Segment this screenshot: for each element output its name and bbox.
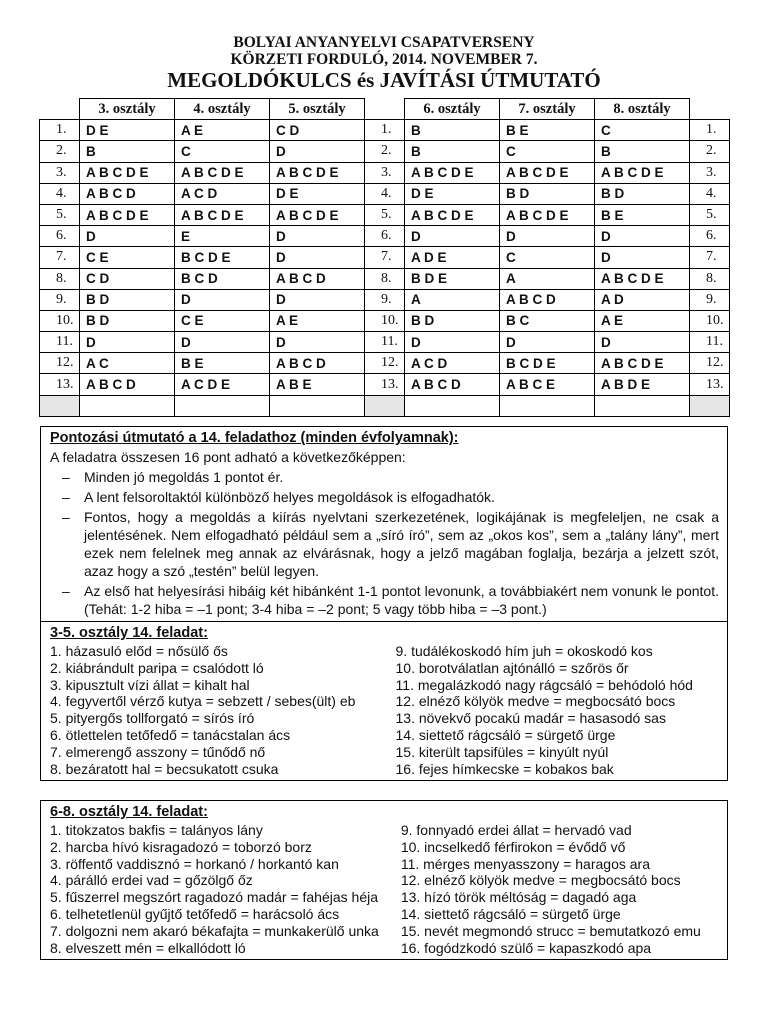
question-number: 8.: [365, 268, 405, 289]
question-number: 10.: [365, 310, 405, 331]
column-header: 7. osztály: [500, 99, 595, 120]
question-number: 4.: [365, 183, 405, 204]
answer-cell: D: [595, 247, 690, 268]
table-row: [40, 289, 365, 310]
question-number: 8.: [690, 268, 730, 289]
table-row: [365, 289, 730, 310]
answer-cell: D: [270, 141, 365, 162]
answer-cell: A B C D: [270, 268, 365, 289]
table-row: [365, 141, 730, 162]
question-number: 5.: [690, 204, 730, 225]
answer-cell: D: [500, 226, 595, 247]
table-row: [40, 120, 365, 141]
answer-cell: B C D E: [500, 353, 595, 374]
answer-cell: B: [595, 141, 690, 162]
answer-item: 1. titokzatos bakfis = talányos lány: [50, 822, 263, 838]
bullet-dash: –: [62, 583, 70, 599]
answer-cell: A B C D: [80, 183, 175, 204]
scoring-rule: [50, 488, 719, 506]
empty-cell: [500, 395, 595, 416]
question-number: 7.: [40, 247, 80, 268]
question-number: 12.: [690, 353, 730, 374]
question-number: 7.: [365, 247, 405, 268]
answer-item: 3. kipusztult vízi állat = kihalt hal: [50, 676, 250, 693]
table-row: [40, 226, 365, 247]
question-number: 6.: [40, 226, 80, 247]
answer-cell: A B C D: [405, 374, 500, 395]
answer-cell: C: [500, 247, 595, 268]
answer-item: 4. fegyvertől vérző kutya = sebzett / sebes(ült) eb: [50, 693, 356, 710]
answer-item: 1. házasuló előd = nősülő ős: [50, 643, 228, 659]
grades-6-8-box: [40, 800, 728, 960]
empty-cell: [405, 395, 500, 416]
question-number: 5.: [365, 204, 405, 225]
question-number: 12.: [40, 353, 80, 374]
table-row: [365, 332, 730, 353]
bullet-dash: –: [62, 469, 70, 485]
question-number: 2.: [40, 141, 80, 162]
table-row: [40, 332, 365, 353]
answer-item: 12. elnéző kölyök medve = megbocsátó bocs: [400, 872, 681, 889]
answer-cell: A B C D E: [270, 204, 365, 225]
table-row: [40, 353, 365, 374]
answer-cell: D: [500, 332, 595, 353]
answer-cell: B: [405, 120, 500, 141]
answer-cell: D: [595, 226, 690, 247]
answer-cell: B D: [405, 310, 500, 331]
answer-item: 9. tudálékoskodó hím juh = okoskodó kos: [395, 643, 653, 659]
answer-cell: B C D: [175, 268, 270, 289]
question-number: 12.: [365, 353, 405, 374]
grades-6-8-left-column: [50, 822, 379, 956]
column-header: 5. osztály: [270, 99, 365, 120]
table-row: [365, 183, 730, 204]
empty-cell: [595, 395, 690, 416]
answer-item: 3. röffentő vaddisznó = horkanó / horkantó kan: [50, 855, 339, 872]
question-number: 3.: [690, 162, 730, 183]
answer-item: 11. mérges menyasszony = haragos ara: [400, 855, 650, 872]
answer-cell: D: [595, 332, 690, 353]
question-number: 3.: [40, 162, 80, 183]
table-row: [40, 183, 365, 204]
question-number: 9.: [40, 289, 80, 310]
answer-cell: B D E: [405, 268, 500, 289]
answer-cell: D: [270, 289, 365, 310]
scoring-rule-text: Az első hat helyesírási hibáig két hibánként 1-1 pontot levonunk, a továbbiakért nem vonunk le pontot. (Tehát: 1-2 hiba = –1 pont; 3-4 hiba = –2 pont; 5 vagy több hiba = –3 pont.): [84, 583, 719, 617]
answer-item: 6. ötlettelen tetőfedő = tanácstalan ács: [50, 726, 291, 743]
grades-3-5-left-column: [50, 643, 374, 777]
answer-cell: A B E: [270, 374, 365, 395]
answer-item: 7. dolgozni nem akaró békafajta = munkakerülő unka: [50, 922, 379, 939]
scoring-rule: [50, 582, 719, 618]
answer-cell: D: [80, 226, 175, 247]
grades-6-8-section: [41, 801, 727, 959]
answer-item: 16. fejes hímkecske = kobakos bak: [395, 760, 614, 777]
answer-cell: D: [175, 289, 270, 310]
answer-cell: C: [500, 141, 595, 162]
answer-item: 9. fonnyadó erdei állat = hervadó vad: [400, 822, 632, 838]
competition-name: BOLYAI ANYANYELVI CSAPATVERSENY: [233, 34, 535, 51]
answer-cell: A B C D E: [80, 204, 175, 225]
column-header: 3. osztály: [80, 99, 175, 120]
answer-item: 16. fogódzkodó szülő = kapaszkodó apa: [400, 939, 652, 956]
question-number: 13.: [365, 374, 405, 395]
grades-3-5-title: 3-5. osztály 14. feladat:: [50, 625, 208, 641]
scoring-rule-text: Minden jó megoldás 1 pontot ér.: [84, 469, 284, 485]
column-header: 4. osztály: [175, 99, 270, 120]
table-header-row: [40, 99, 365, 120]
answer-cell: A B C D E: [270, 162, 365, 183]
answer-item: 13. növekvő pocakú madár = hasasodó sas: [395, 710, 666, 727]
empty-cell: [175, 395, 270, 416]
answer-item: 7. elmerengő asszony = tűnődő nő: [50, 743, 266, 760]
grades-6-8-right-column: [379, 822, 719, 956]
scoring-rule: [50, 508, 719, 580]
header-spacer: [40, 99, 80, 120]
table-empty-row: [365, 395, 730, 416]
answer-item: 2. harcba hívó kisragadozó = toborzó borz: [50, 838, 312, 855]
question-number: 4.: [690, 183, 730, 204]
question-number: 11.: [690, 332, 730, 353]
answer-cell: B D: [80, 289, 175, 310]
answer-cell: C: [175, 141, 270, 162]
answer-key-table-grades-6-8: [364, 98, 730, 417]
bullet-dash: –: [62, 509, 70, 525]
answer-cell: A B C D E: [175, 162, 270, 183]
answer-cell: A B C D: [80, 374, 175, 395]
question-number: 4.: [40, 183, 80, 204]
question-number: 1.: [690, 120, 730, 141]
scoring-rule-text: A lent felsoroltaktól különböző helyes megoldások is elfogadhatók.: [84, 489, 495, 505]
answer-cell: C D: [270, 120, 365, 141]
answer-cell: B E: [595, 204, 690, 225]
question-number: 13.: [40, 374, 80, 395]
answer-item: 5. pityergős tollforgató = sírós író: [50, 710, 255, 727]
answer-item: 8. bezáratott hal = becsukatott csuka: [50, 760, 279, 777]
answer-cell: A B C D E: [405, 162, 500, 183]
answer-cell: A B C D E: [595, 353, 690, 374]
table-header-row: [365, 99, 730, 120]
answer-cell: A B C E: [500, 374, 595, 395]
answer-item: 13. hízó török méltóság = dagadó aga: [400, 889, 637, 906]
question-number: 6.: [365, 226, 405, 247]
answer-cell: B D: [595, 183, 690, 204]
answer-cell: C E: [80, 247, 175, 268]
answer-cell: A B C D: [500, 289, 595, 310]
answer-cell: A B C D E: [405, 204, 500, 225]
answer-cell: A B C D E: [595, 268, 690, 289]
answer-item: 15. nevét megmondó strucc = bemutatkozó emu: [400, 922, 701, 939]
empty-cell: [80, 395, 175, 416]
answer-cell: D: [270, 247, 365, 268]
scoring-rule: [50, 468, 719, 486]
answer-item: 4. párálló erdei vad = gőzölgő őz: [50, 872, 253, 889]
answer-cell: A C D E: [175, 374, 270, 395]
answer-cell: D: [270, 226, 365, 247]
answer-cell: D: [270, 332, 365, 353]
table-row: [365, 120, 730, 141]
table-row: [40, 310, 365, 331]
question-number: 6.: [690, 226, 730, 247]
header-spacer: [690, 99, 730, 120]
question-number: 1.: [365, 120, 405, 141]
scoring-rule-text: Fontos, hogy a megoldás a kiírás nyelvtani szerkezetének, logikájának is megfeleljen, ne csak a jelentésének. Nem elfogadható például sem a „síró író”, sem az „okos kos”, sem a „talány lány”, mert ezek nem felelnek meg annak az elvárásnak, hogy a jelző magában foglalja, bezárja a jelzett szót, azaz hogy a szó „testén” belül legyen.: [84, 509, 719, 579]
answer-cell: B D: [500, 183, 595, 204]
answer-item: 14. siettető rágcsáló = sürgető ürge: [395, 726, 616, 743]
scoring-guide-title: Pontozási útmutató a 14. feladathoz (minden évfolyamnak):: [50, 430, 459, 446]
answer-cell: B E: [175, 353, 270, 374]
answer-item: 14. siettető rágcsáló = sürgető ürge: [400, 905, 621, 922]
answer-item: 10. incselkedő férfirokon = évődő vő: [400, 838, 626, 855]
answer-cell: D E: [270, 183, 365, 204]
answer-item: 2. kiábrándult paripa = csalódott ló: [50, 659, 264, 676]
table-row: [40, 374, 365, 395]
table-empty-row: [40, 395, 365, 416]
table-row: [365, 204, 730, 225]
table-row: [365, 162, 730, 183]
answer-cell: B C D E: [175, 247, 270, 268]
grades-3-5-section: [41, 621, 727, 780]
answer-cell: D: [405, 332, 500, 353]
header-spacer: [365, 99, 405, 120]
page-title: MEGOLDÓKULCS és JAVÍTÁSI ÚTMUTATÓ: [167, 68, 601, 92]
answer-cell: A B C D E: [500, 204, 595, 225]
answer-item: 6. telhetetlenül gyűjtő tetőfedő = harácsoló ács: [50, 905, 340, 922]
bullet-dash: –: [62, 489, 70, 505]
empty-cell: [365, 395, 405, 416]
table-row: [40, 162, 365, 183]
question-number: 1.: [40, 120, 80, 141]
answer-cell: A C: [80, 353, 175, 374]
table-row: [365, 353, 730, 374]
scoring-guide-section: [41, 427, 727, 621]
answer-cell: A E: [175, 120, 270, 141]
question-number: 2.: [365, 141, 405, 162]
table-row: [365, 247, 730, 268]
round-date: KÖRZETI FORDULÓ, 2014. NOVEMBER 7.: [230, 51, 538, 68]
answer-item: 5. fűszerrel megszórt ragadozó madár = fahéjas héja: [50, 889, 379, 906]
question-number: 7.: [690, 247, 730, 268]
table-row: [365, 226, 730, 247]
table-row: [40, 141, 365, 162]
table-row: [365, 374, 730, 395]
grades-6-8-title: 6-8. osztály 14. feladat:: [50, 804, 208, 820]
answer-cell: D: [405, 226, 500, 247]
answer-cell: D: [175, 332, 270, 353]
answer-cell: D E: [405, 183, 500, 204]
question-number: 9.: [690, 289, 730, 310]
table-row: [40, 204, 365, 225]
document-header: [0, 34, 768, 92]
answer-cell: A B C D E: [175, 204, 270, 225]
answer-cell: E: [175, 226, 270, 247]
answer-cell: A D E: [405, 247, 500, 268]
answer-cell: A B C D E: [595, 162, 690, 183]
answer-cell: A C D: [175, 183, 270, 204]
answer-cell: B E: [500, 120, 595, 141]
answer-cell: A B C D E: [80, 162, 175, 183]
answer-cell: C D: [80, 268, 175, 289]
answer-cell: D E: [80, 120, 175, 141]
answer-cell: A E: [270, 310, 365, 331]
question-number: 9.: [365, 289, 405, 310]
answer-cell: A: [405, 289, 500, 310]
answer-item: 12. elnéző kölyök medve = megbocsátó bocs: [395, 693, 676, 710]
empty-cell: [270, 395, 365, 416]
question-number: 5.: [40, 204, 80, 225]
question-number: 11.: [40, 332, 80, 353]
table-row: [40, 247, 365, 268]
empty-cell: [690, 395, 730, 416]
column-header: 6. osztály: [405, 99, 500, 120]
answer-cell: A: [500, 268, 595, 289]
question-number: 10.: [40, 310, 80, 331]
answer-cell: B: [80, 141, 175, 162]
column-header: 8. osztály: [595, 99, 690, 120]
question-number: 11.: [365, 332, 405, 353]
answer-cell: A E: [595, 310, 690, 331]
answer-item: 10. borotválatlan ajtónálló = szőrös őr: [395, 659, 629, 676]
answer-item: 11. megalázkodó nagy rágcsáló = behódoló hód: [395, 676, 693, 693]
scoring-rules-list: [50, 468, 719, 618]
answer-item: 8. elveszett mén = elkallódott ló: [50, 939, 246, 956]
question-number: 13.: [690, 374, 730, 395]
answer-cell: A B D E: [595, 374, 690, 395]
answer-cell: D: [80, 332, 175, 353]
answer-cell: C E: [175, 310, 270, 331]
answer-cell: A D: [595, 289, 690, 310]
table-row: [365, 310, 730, 331]
answer-cell: B D: [80, 310, 175, 331]
answer-cell: A C D: [405, 353, 500, 374]
answer-cell: B: [405, 141, 500, 162]
empty-cell: [40, 395, 80, 416]
question-number: 3.: [365, 162, 405, 183]
table-row: [40, 268, 365, 289]
grades-3-5-right-column: [374, 643, 720, 777]
scoring-guide-box: [40, 426, 728, 781]
question-number: 2.: [690, 141, 730, 162]
question-number: 8.: [40, 268, 80, 289]
answer-cell: C: [595, 120, 690, 141]
answer-cell: A B C D E: [500, 162, 595, 183]
answer-cell: A B C D: [270, 353, 365, 374]
answer-cell: B C: [500, 310, 595, 331]
table-row: [365, 268, 730, 289]
answer-key-table-grades-3-5: [39, 98, 365, 417]
question-number: 10.: [690, 310, 730, 331]
scoring-guide-intro: A feladatra összesen 16 pont adható a következőképpen:: [50, 449, 406, 465]
answer-item: 15. kiterült tapsifüles = kinyúlt nyúl: [395, 743, 609, 760]
